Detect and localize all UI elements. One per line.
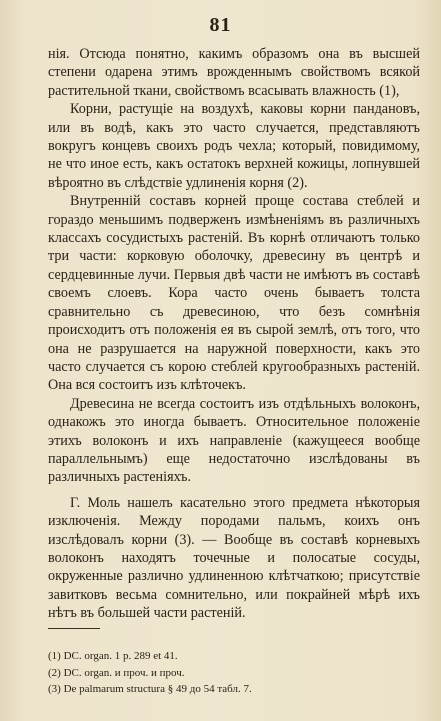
paragraph: Корни, растущіе на воздухѣ, каковы корни пандановъ, или въ водѣ, какъ это часто случается, представляютъ вокругъ концевъ своихъ родъ чехла; который, повидимому, не что иное есть, какъ остатокъ верхней кожицы, лопнувшей вѣроятно въ слѣдствіе удлиненія корня (2).: [48, 101, 420, 191]
page-number: 81: [209, 14, 232, 36]
main-text: [48, 45, 420, 623]
paragraph: Г. Моль нашелъ касательно этого предмета нѣкоторыя изключенія. Между породами пальмъ, коихъ онъ изслѣдовалъ корни (3). — Вообще въ составѣ корневыхъ волоконъ находятъ точечные и полосатые сосуды, окруженные различно удлиненною клѣтчаткою; присутствіе завитковъ весьма сомнительно, или покрайней мѣрѣ ихъ нѣтъ въ большей части растеній.: [48, 494, 420, 622]
paragraph: Внутренній составъ корней проще состава стеблей и гораздо меньшимъ подверженъ измѣненіямъ въ различныхъ классахъ сосудистыхъ растеній. Въ корнѣ отличаютъ только три части: корковую оболочку, древесину въ центрѣ и сердцевинные лучи. Первыя двѣ части не имѣютъ въ составѣ своемъ слоевъ. Кора часто очень бываетъ толста сравнительно съ древесиною, что безъ сомнѣнія происходитъ отъ положенія ея въ сырой землѣ, отъ того, что она не разрушается на наружной поверхности, какъ это часто случается съ корою стеблей кругообразныхъ растеній. Она вся состоитъ изъ клѣточекъ.: [48, 193, 420, 394]
paragraph: Древесина не всегда состоитъ изъ отдѣльныхъ волоконъ, однакожъ это иногда бываетъ. Относительное положеніе этихъ волоконъ и ихъ направленіе (кажущееся вообще параллельнымъ) еще недостаточно изслѣдованы въ различныхъ растеніяхъ.: [48, 395, 420, 486]
footnote-divider: [48, 628, 100, 629]
footnotes: [48, 648, 420, 698]
paragraph: нія. Отсюда понятно, какимъ образомъ она въ высшей степени одарена этимъ врожденнымъ свойствомъ всякой растительной ткани, свойствомъ всасывать влажность (1),: [48, 46, 420, 99]
footnote: (1) DC. organ. 1 p. 289 et 41.: [48, 650, 178, 662]
footnote: (3) De palmarum structura § 49 до 54 табл. 7.: [48, 683, 252, 695]
footnote: (2) DC. organ. и проч. и проч.: [48, 666, 185, 679]
